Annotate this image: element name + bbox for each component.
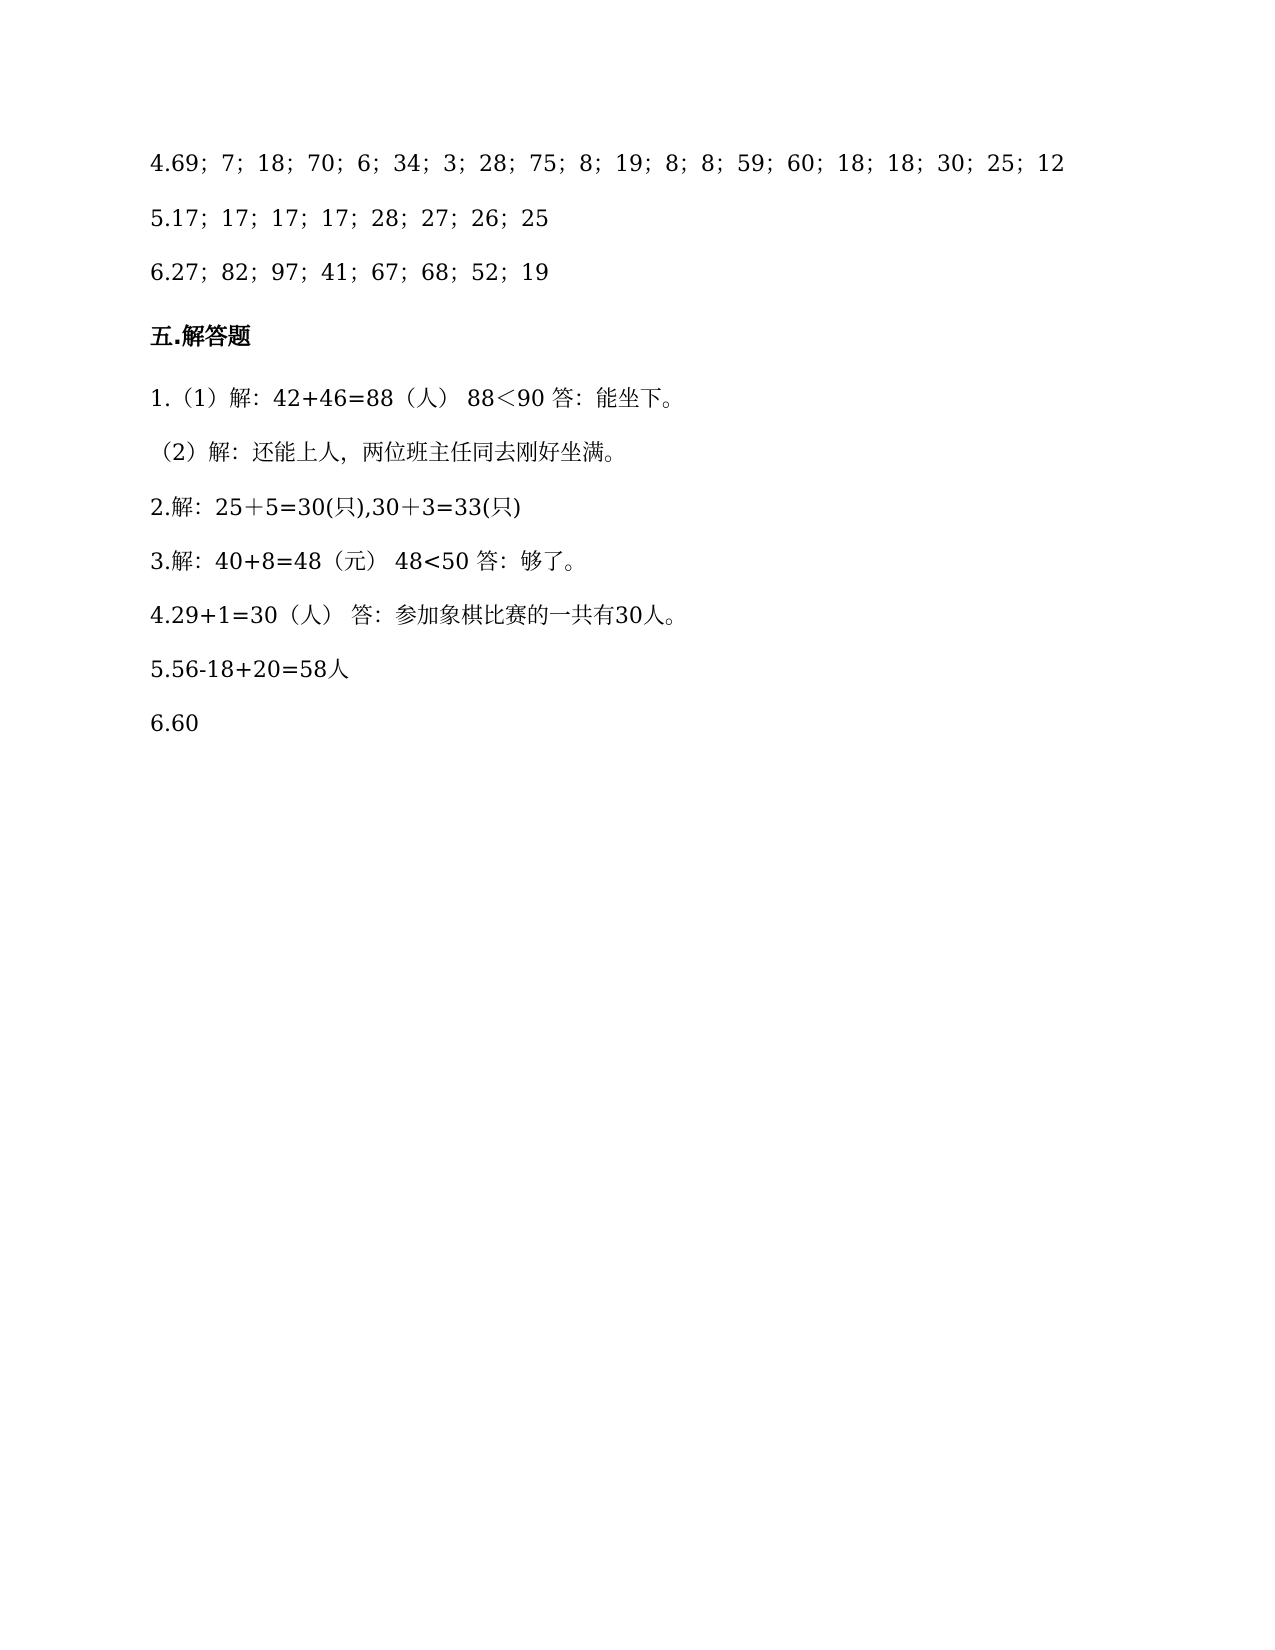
solution-line-6: 6.60 <box>150 712 199 737</box>
solution-line-3: 3.解：40+8=48（元） 48<50 答：够了。 <box>150 550 587 575</box>
solution-line-5: 5.56-18+20=58人 <box>150 658 350 683</box>
solution-line-2: 2.解：25＋5=30(只),30＋3=33(只) <box>150 496 522 521</box>
section-heading: 五.解答题 <box>150 324 251 350</box>
answer-line-4: 4.69；7；18；70；6；34；3；28；75；8；19；8；8；59；60；18；18；30；25；12 <box>150 152 1065 177</box>
answer-line-6: 6.27；82；97；41；67；68；52；19 <box>150 261 549 286</box>
solution-line-4: 4.29+1=30（人） 答：参加象棋比赛的一共有30人。 <box>150 604 687 629</box>
solution-line-1: 1.（1）解：42+46=88（人） 88＜90 答：能坐下。 <box>150 387 684 412</box>
answer-line-5: 5.17；17；17；17；28；27；26；25 <box>150 207 549 232</box>
solution-line-1-2: （2）解：还能上人，两位班主任同去刚好坐满。 <box>150 441 626 466</box>
